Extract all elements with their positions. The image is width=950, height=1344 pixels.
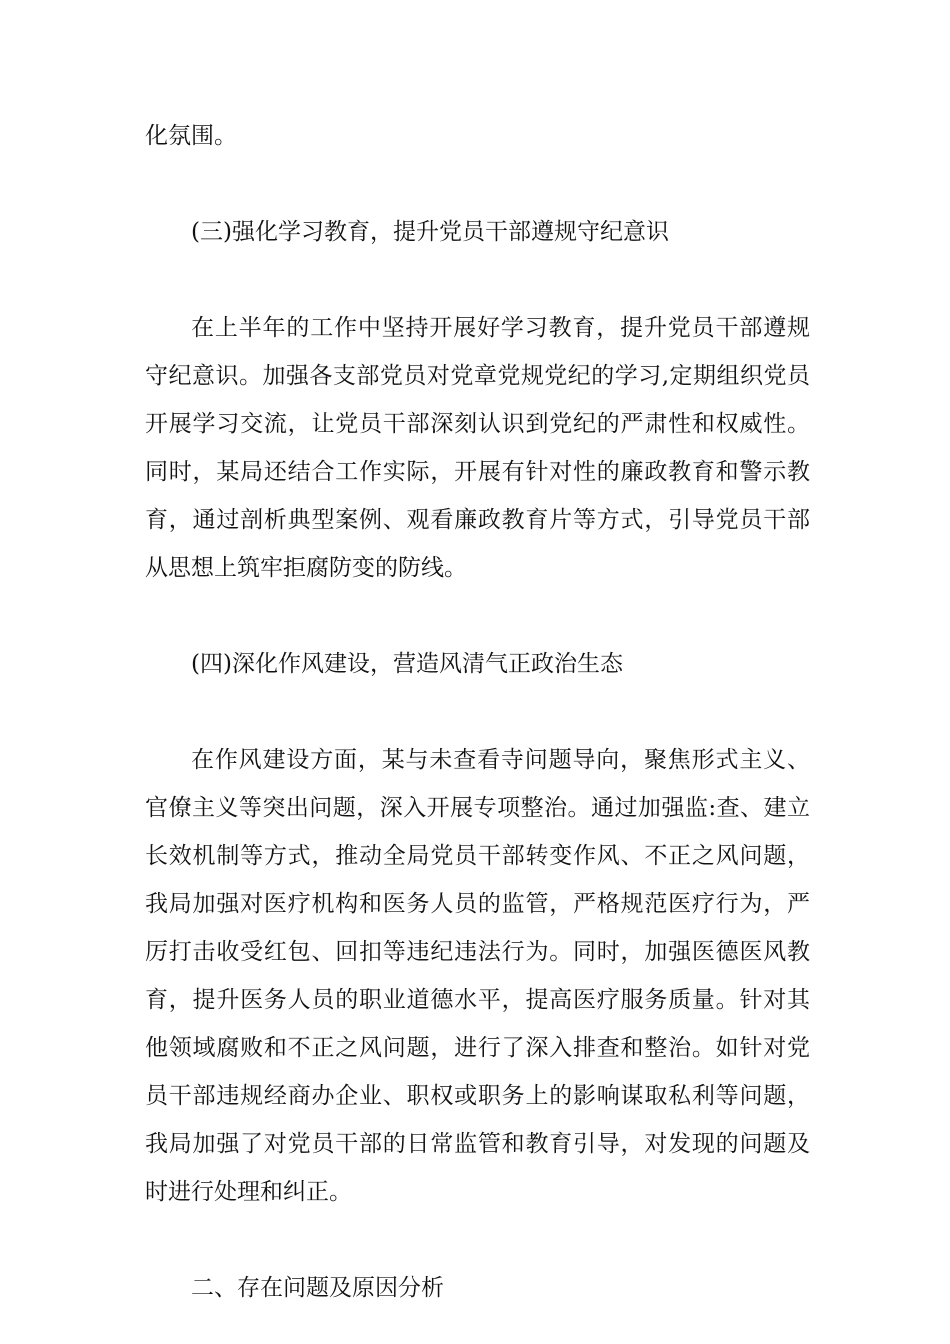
paragraph-gap <box>145 592 810 640</box>
paragraph-gap <box>145 256 810 304</box>
paragraph-gap <box>145 160 810 208</box>
document-body <box>145 112 810 1312</box>
paragraph-gap <box>145 1216 810 1264</box>
paragraph-work-style: 在作风建设方面，某与未查看寺问题导向，聚焦形式主义、官僚主义等突出问题，深入开展专项整治。通过加强监:查、建立长效机制等方式，推动全局党员干部转变作风、不正之风问题，我局加强对医疗机构和医务人员的监管，严格规范医疗行为，严厉打击收受红包、回扣等违纪违法行为。同时，加强医德医风教育，提升医务人员的职业道德水平，提高医疗服务质量。针对其他领域腐败和不正之风问题，进行了深入排查和整治。如针对党员干部违规经商办企业、职权或职务上的影响谋取私利等问题，我局加强了对党员干部的日常监管和教育引导，对发现的问题及时进行处理和纠正。 <box>145 747 810 1205</box>
paragraph-gap <box>145 688 810 736</box>
section-heading-4: (四)深化作风建设，营造风清气正政治生态 <box>191 651 623 677</box>
section-heading-3: (三)强化学习教育，提升党员干部遵规守纪意识 <box>191 219 669 245</box>
paragraph-continuation: 化氛围。 <box>145 123 237 149</box>
chapter-heading-2: 二、存在问题及原因分析 <box>191 1275 444 1301</box>
paragraph-study-education: 在上半年的工作中坚持开展好学习教育，提升党员干部遵规守纪意识。加强各支部党员对党章党规党纪的学习,定期组织党员开展学习交流，让党员干部深刻认识到党纪的严肃性和权威性。同时，某局还结合工作实际，开展有针对性的廉政教育和警示教育，通过剖析典型案例、观看廉政教育片等方式，引导党员干部从思想上筑牢拒腐防变的防线。 <box>145 315 810 581</box>
